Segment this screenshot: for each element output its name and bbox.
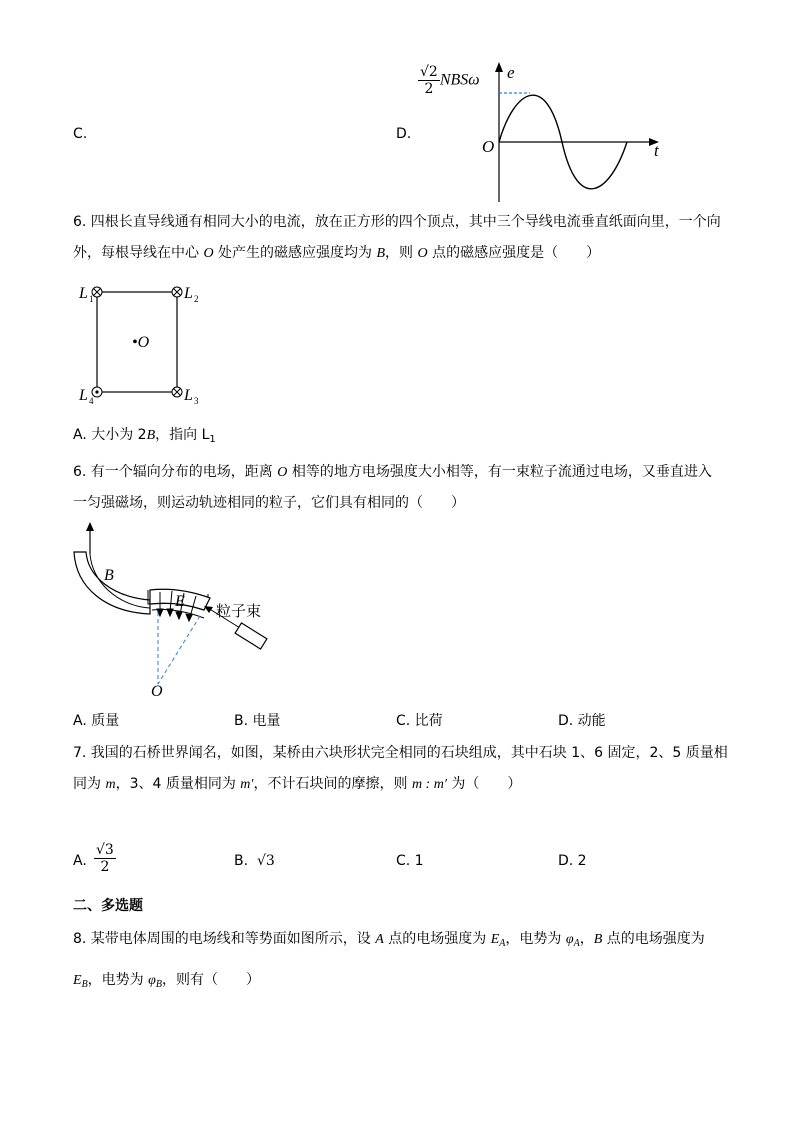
- q6a-o: O: [203, 246, 214, 261]
- q6b-field-figure: [68, 522, 278, 702]
- q8-text: ，: [579, 931, 594, 947]
- q6b-text: 相等的地方电场强度大小相等，有一束粒子流通过电场，又垂直进入: [287, 464, 712, 480]
- q7-m: m: [105, 777, 116, 792]
- section2-title: 二、多选题: [73, 898, 143, 914]
- q6b-option-a: A. 质量: [73, 713, 120, 729]
- q7-m-prime: m′: [240, 777, 254, 792]
- q6b-option-b: B. 电量: [234, 713, 281, 729]
- wire-l2-into-page: [172, 287, 182, 297]
- label-o: O: [151, 683, 163, 700]
- label-beam: 粒子束: [216, 604, 262, 620]
- label-l3-sub: 3: [194, 396, 199, 406]
- q7-option-a-fraction: [94, 842, 116, 875]
- label-b: B: [104, 567, 114, 584]
- q8-text: ，则有（ ）: [161, 972, 260, 988]
- q6b-option-d: D. 动能: [558, 713, 606, 729]
- wire-l1-into-page: [92, 287, 102, 297]
- peak-fraction-den: 2: [424, 81, 434, 97]
- q8-line2: [73, 970, 260, 995]
- wire-l4-out-of-page: [92, 387, 102, 397]
- q7-option-b: [234, 851, 275, 871]
- label-l1-sub: 1: [89, 294, 94, 304]
- q6a-answer-b: B: [146, 428, 156, 443]
- q6a-answer-text: ，指向 L: [155, 427, 210, 443]
- exit-arrow: [86, 522, 94, 531]
- peak-label-rest: NBSω: [439, 71, 480, 89]
- q5-option-d: D.: [396, 126, 412, 142]
- label-e: E: [175, 593, 185, 610]
- center-o: •O: [132, 334, 150, 351]
- q6a-answer-sub: 1: [209, 434, 216, 445]
- q6a-text: 处产生的磁感应强度均为: [213, 245, 377, 261]
- q8-phi-b: φ: [148, 973, 156, 988]
- q6a-answer: [73, 425, 216, 450]
- q6b-line2: 一匀强磁场，则运动轨迹相同的粒子，它们具有相同的（ ）: [73, 495, 465, 511]
- q7-option-a-label: A.: [73, 853, 87, 869]
- q7-option-a-num: √3: [96, 842, 114, 858]
- label-l2-sub: 2: [194, 294, 199, 304]
- y-axis-arrow: [495, 62, 503, 72]
- q8-ea-sub: A: [499, 938, 506, 949]
- q7-option-a-value: [94, 842, 116, 875]
- q7-text: 同为: [73, 776, 106, 792]
- q7-option-b-label: B.: [234, 853, 249, 869]
- q8-ea: E: [490, 932, 500, 947]
- label-l4-sub: 4: [89, 396, 94, 406]
- q6b-line1: [73, 462, 712, 483]
- q6a-text: ，则: [385, 245, 418, 261]
- q7-text: 为（ ）: [446, 776, 522, 792]
- wire-l3-into-page: [172, 387, 182, 397]
- q7-text: ，不计石块间的摩擦，则: [253, 776, 412, 792]
- beam-arrow: [204, 606, 213, 613]
- q7-option-a-den: 2: [100, 859, 110, 875]
- q8-text: 8. 某带电体周围的电场线和等势面如图所示，设: [73, 931, 376, 947]
- q8-line1: [73, 929, 705, 954]
- q8-text: ，电势为: [87, 972, 149, 988]
- q6a-text: 外，每根导线在中心: [73, 245, 204, 261]
- origin-label: O: [482, 137, 495, 156]
- q6a-square-figure: [72, 278, 212, 408]
- q8-phi-a-sub: A: [573, 938, 580, 949]
- q8-phi-b-sub: B: [155, 979, 162, 990]
- q6b-option-c: C. 比荷: [396, 713, 443, 729]
- label-l4: L: [79, 387, 88, 404]
- x-axis-label: t: [654, 141, 659, 160]
- q6b-o: O: [277, 465, 288, 480]
- q8-a: A: [375, 932, 384, 947]
- q6a-line2: [73, 243, 600, 264]
- q6b-text: 6. 有一个辐向分布的电场，距离: [73, 464, 278, 480]
- q8-text: ，电势为: [505, 931, 566, 947]
- q6a-b: B: [376, 246, 386, 261]
- q6a-text: 点的磁感应强度是（ ）: [427, 245, 601, 261]
- q6a-answer-text: A. 大小为 2: [73, 427, 147, 443]
- label-l3: L: [184, 387, 193, 404]
- q8-b: B: [593, 932, 603, 947]
- q7-line1: 7. 我国的石桥世界闻名，如图，某桥由六块形状完全相同的石块组成，其中石块 1、6 固定，2、5 质量相: [73, 745, 728, 761]
- radius-dashed-2: [158, 616, 200, 684]
- particle-source: [235, 623, 267, 649]
- q5-option-c: C.: [73, 126, 88, 142]
- q7-ratio: m : m′: [411, 777, 447, 792]
- q6a-line1: 6. 四根长直导线通有相同大小的电流，放在正方形的四个顶点，其中三个导线电流垂直纸面向里，一个向: [73, 214, 721, 230]
- q8-text: 点的电场强度为: [602, 931, 705, 947]
- q7-option-c: C. 1: [396, 853, 424, 869]
- peak-fraction: [418, 64, 440, 97]
- q8-eb-sub: B: [81, 979, 88, 990]
- q7-option-b-value: √3: [256, 853, 275, 869]
- q5-sine-graph: [470, 60, 670, 205]
- q6a-o: O: [417, 246, 428, 261]
- label-l1: L: [79, 285, 88, 302]
- q8-phi-a: φ: [565, 932, 574, 947]
- q7-text: ，3、4 质量相同为: [115, 776, 241, 792]
- label-l2: L: [184, 285, 193, 302]
- q7-line2: [73, 774, 521, 795]
- q7-option-d: D. 2: [558, 853, 587, 869]
- peak-fraction-num: √2: [420, 64, 438, 80]
- q8-eb: E: [73, 973, 82, 988]
- q8-text: 点的电场强度为: [383, 931, 491, 947]
- y-axis-label: e: [507, 63, 515, 82]
